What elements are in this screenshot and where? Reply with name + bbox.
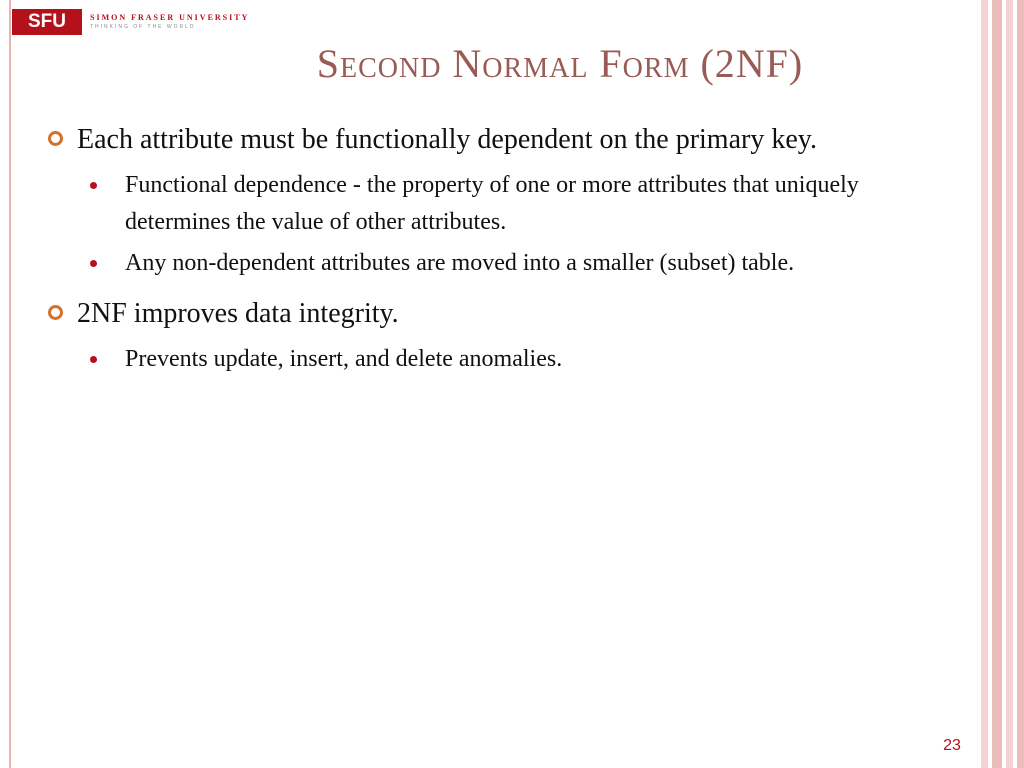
bullet-text: Each attribute must be functionally dependent on the primary key. [77, 124, 817, 155]
ring-bullet-icon [48, 305, 63, 320]
bullet-level2 [44, 341, 944, 378]
decorative-stripe [992, 0, 1002, 768]
university-tagline: THINKING OF THE WORLD [90, 24, 196, 30]
bullet-level2 [44, 167, 944, 241]
bullet-text: 2NF improves data integrity. [77, 298, 399, 329]
sub-bullet-text: Prevents update, insert, and delete anomalies. [125, 346, 563, 372]
sfu-logo-wordmark [90, 14, 249, 30]
sfu-logo [12, 9, 249, 35]
sfu-logo-mark: SFU [12, 9, 82, 35]
left-border-line [9, 0, 11, 768]
ring-bullet-icon [48, 131, 63, 146]
bullet-level2 [44, 245, 944, 282]
slide-content [44, 118, 944, 378]
decorative-stripe [981, 0, 988, 768]
decorative-stripe [1017, 0, 1024, 768]
dot-bullet-icon [90, 260, 97, 267]
dot-bullet-icon [90, 182, 97, 189]
decorative-stripe [1006, 0, 1013, 768]
sub-bullet-text: Any non-dependent attributes are moved into a smaller (subset) table. [125, 250, 795, 276]
slide-title: Second Normal Form (2NF) [316, 41, 804, 86]
university-name: SIMON FRASER UNIVERSITY [90, 13, 250, 22]
bullet-level1 [44, 292, 944, 335]
sub-bullet-text: Functional dependence - the property of one or more attributes that uniquely determines the value of other attributes. [125, 172, 859, 235]
dot-bullet-icon [90, 356, 97, 363]
bullet-level1 [44, 118, 944, 161]
page-number: 23 [943, 737, 961, 754]
